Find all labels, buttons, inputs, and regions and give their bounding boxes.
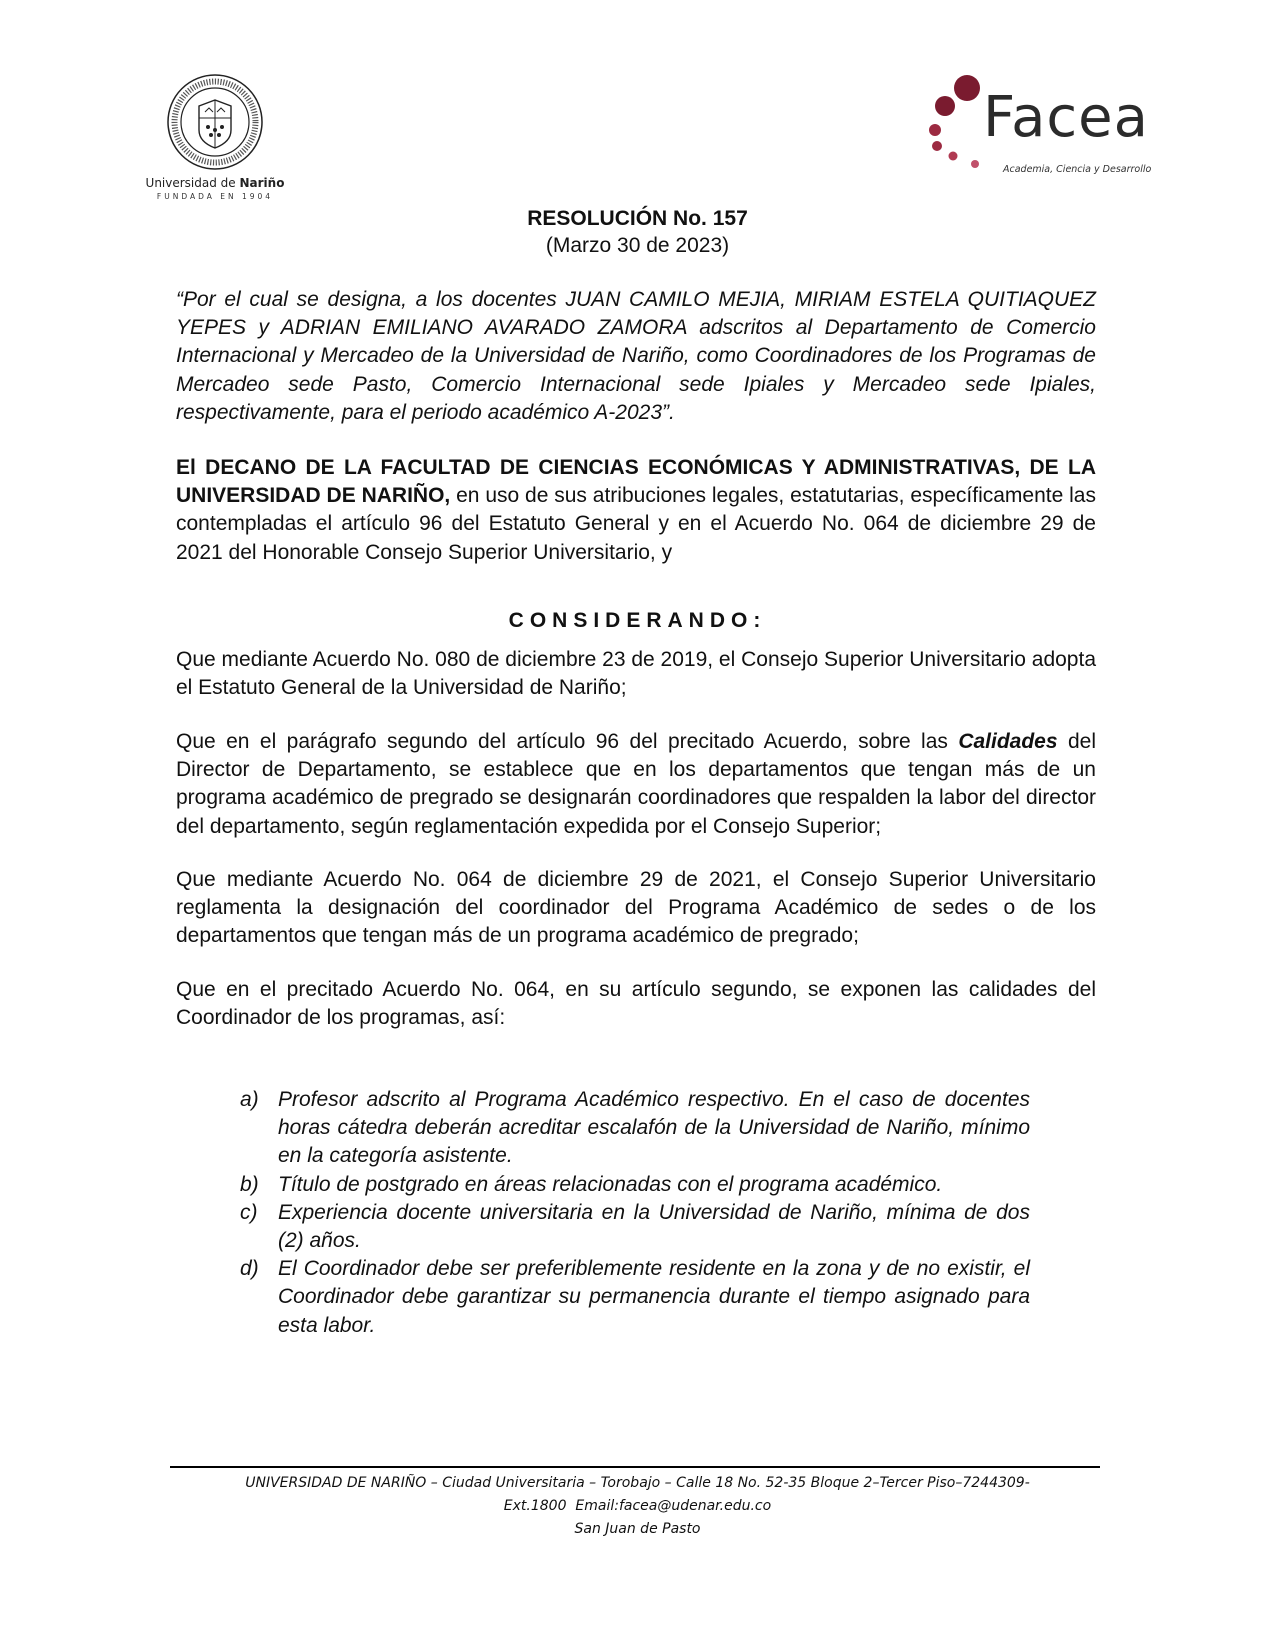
- qualities-list: [240, 1086, 1030, 1340]
- university-seal-icon: [165, 72, 265, 172]
- calidades-emphasis: Calidades: [958, 730, 1058, 753]
- consideration-1: Que mediante Acuerdo No. 080 de diciembre 23 de 2019, el Consejo Superior Universitario adopta el Estatuto General de la Universidad de Nariño;: [176, 648, 1096, 700]
- list-item: c) Experiencia docente universitaria en la Universidad de Nariño, mínima de dos (2) años.: [240, 1200, 1030, 1253]
- university-logo: [140, 72, 290, 201]
- footer-address: UNIVERSIDAD DE NARIÑO – Ciudad Universitaria – Torobajo – Calle 18 No. 52-35 Bloque 2–Tercer Piso–7244309-: [245, 1475, 1030, 1491]
- facea-logo: [925, 72, 1185, 182]
- footer: [0, 1472, 1275, 1541]
- resolution-title: RESOLUCIÓN No. 157: [527, 207, 748, 230]
- university-name: Universidad de Nariño: [145, 176, 285, 190]
- consideration-3: Que mediante Acuerdo No. 064 de diciembre 29 de 2021, el Consejo Superior Universitario reglamenta la designación del coordinador del Programa Académico de sedes o de los departamentos que tengan más de un programa académico de pregrado;: [176, 868, 1096, 948]
- consideration-4: Que en el precitado Acuerdo No. 064, en su artículo segundo, se exponen las calidades del Coordinador de los programas, así:: [176, 978, 1096, 1030]
- list-item: a) Profesor adscrito al Programa Académico respectivo. En el caso de docentes horas cátedra deberán acreditar escalafón de la Universidad de Nariño, mínimo en la categoría asistente.: [240, 1088, 1030, 1168]
- list-item: d) El Coordinador debe ser preferiblemente residente en la zona y de no existir, el Coordinador debe garantizar su permanencia durante el tiempo asignado para esta labor.: [240, 1257, 1030, 1337]
- list-item: b) Título de postgrado en áreas relacionadas con el programa académico.: [240, 1172, 943, 1196]
- considerando-heading: CONSIDERANDO:: [508, 609, 767, 632]
- facea-tagline: Academia, Ciencia y Desarrollo: [1003, 164, 1152, 175]
- university-founded: FUNDADA EN 1904: [156, 192, 274, 201]
- resolution-date: (Marzo 30 de 2023): [545, 234, 730, 257]
- preamble: “Por el cual se designa, a los docentes JUAN CAMILO MEJIA, MIRIAM ESTELA QUITIAQUEZ YEPES y ADRIAN EMILIANO AVARADO ZAMORA adscritos al Departamento de Comercio Internacional y Mercadeo de la Universidad de Nariño, como Coordinadores de los Programas de Mercadeo sede Pasto, Comercio Internacional sede Ipiales y Mercadeo sede Ipiales, respectivamente, para el periodo académico A-2023”.: [176, 288, 1096, 424]
- facea-wordmark: Facea: [983, 85, 1149, 150]
- dean-title: El DECANO DE LA FACULTAD DE CIENCIAS ECONÓMICAS Y ADMINISTRATIVAS, DE LA UNIVERSIDAD DE NARIÑO,: [176, 456, 1096, 508]
- dean-text: en uso de sus atribuciones legales, estatutarias, específicamente las contempladas el artículo 96 del Estatuto General y en el Acuerdo No. 064 de diciembre 29 de 2021 del Honorable Consejo Superior Universitario, y: [176, 484, 1096, 564]
- footer-city: San Juan de Pasto: [574, 1521, 701, 1537]
- dean-paragraph: [176, 454, 1096, 567]
- resolution-header: [0, 205, 1275, 259]
- footer-contact: Ext.1800 Email:facea@udenar.edu.co: [503, 1498, 772, 1514]
- footer-divider: [170, 1466, 1100, 1468]
- consideration-2: Que en el parágrafo segundo del artículo 96 del precitado Acuerdo, sobre las Calidades del Director de Departamento, se establece que en los departamentos que tengan más de un programa académico de pregrado se designarán coordinadores que respalden la labor del director del departamento, según reglamentación expedida por el Consejo Superior;: [176, 730, 1096, 838]
